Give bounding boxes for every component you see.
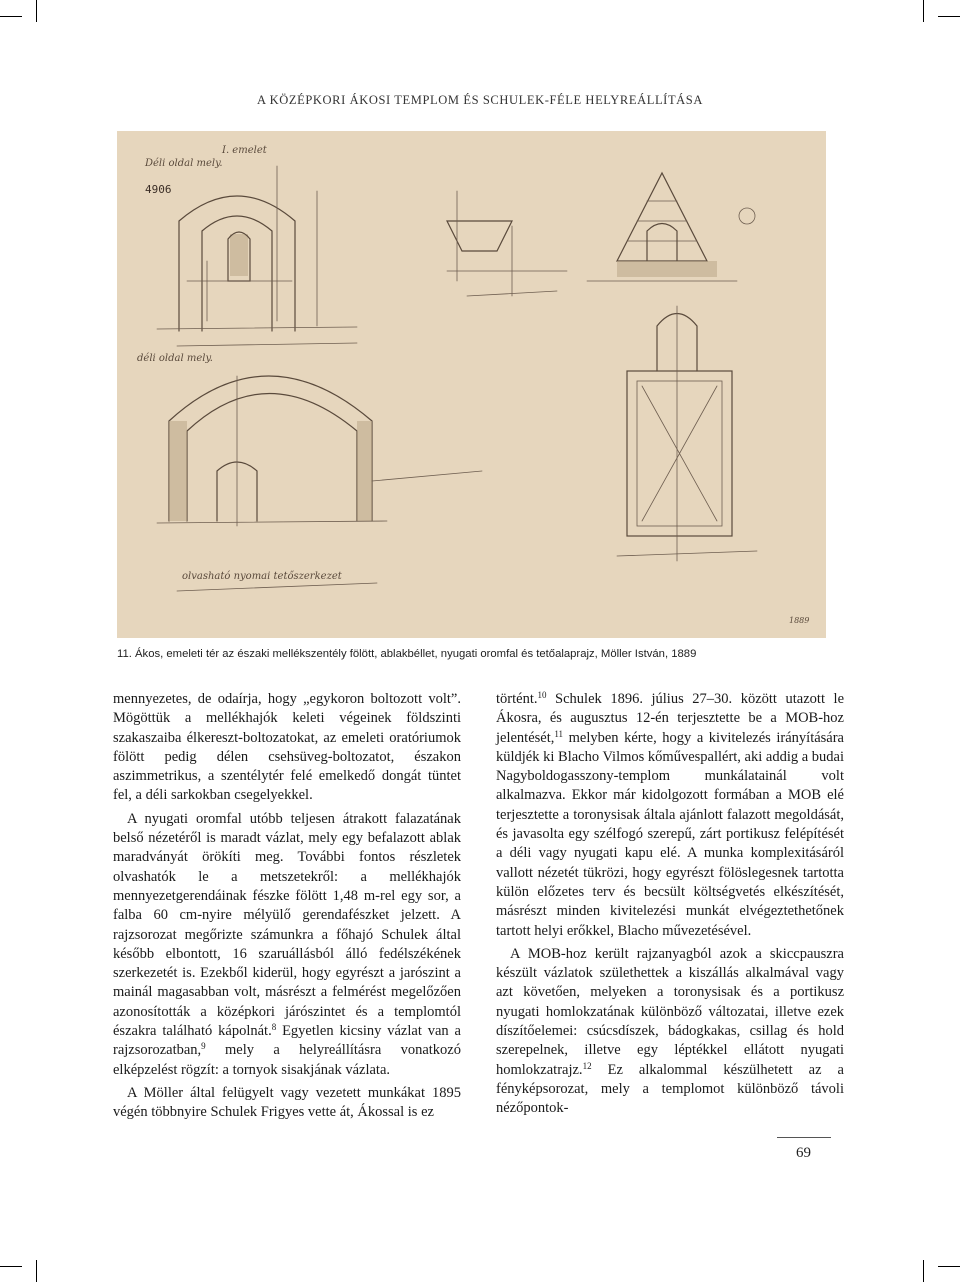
sketch-note-south-lower: déli oldal mely. — [137, 353, 213, 364]
sketch-roof-plan — [617, 306, 757, 561]
footnote-ref: 12 — [582, 1060, 592, 1071]
footnote-ref: 8 — [271, 1022, 277, 1033]
sketch-note-bottom: olvasható nyomai tetőszerkezet — [182, 571, 342, 582]
sketch-drawing — [117, 131, 826, 638]
sketch-note-floor: I. emelet — [222, 145, 267, 156]
crop-mark — [938, 16, 960, 17]
page-number: 69 — [796, 1145, 811, 1161]
crop-mark — [923, 0, 924, 22]
left-paragraph-2: A nyugati oromfal utóbb teljesen átrakott falazatának belső nézetéről is maradt vázlat, mely egy befalazott ablak maradványát örökíti meg. További fontos részletek olvashatók le a metszetekről: a mellékhajók mennyezetgerendáinak fészke fölött 1,48 m-rel egy sor, a falba 60 cm-nyire mélyülő gerendafészket jelzett. A rajzsorozat megőrizte számunkra a főhajó Schulek által később elbontott, 16 szaruállásból álló fedélszékének szerkezetét is. Ezekből kiderül, hogy egyrészt a jarószint a mainál magasabban volt, másrészt a felmérést megelőzően azonosították a középkori járószintet és a templomtól északra található kápolnát.$^8$ Egyetlen kicsiny vázlat van a rajzsorozatban,$^9$ mely a helyreállításra vonatkozó elképzelést rögzít: a tornyok sisakjának vázlata. — [113, 810, 461, 1078]
architectural-sketch — [117, 131, 826, 638]
crop-mark — [923, 1260, 924, 1282]
crop-mark — [0, 16, 22, 17]
crop-mark — [36, 0, 37, 22]
running-head: A KÖZÉPKORI ÁKOSI TEMPLOM ÉS SCHULEK-FÉLE HELYREÁLLÍTÁSA — [256, 93, 703, 107]
crop-mark — [36, 1260, 37, 1282]
footnote-ref: 9 — [201, 1041, 206, 1052]
crop-mark — [0, 1266, 22, 1267]
footnote-ref: 10 — [537, 690, 547, 700]
sketch-inventory-number: 4906 — [145, 183, 172, 196]
crop-mark — [938, 1266, 960, 1267]
left-paragraph-1: mennyezetes, de odaírja, hogy „egykoron boltozott volt”. Mögöttük a mellékhajók keleti végeinek földszinti szakaszaiba élkereszt-boltozatokat, az emeleti oratóriumok fölött pedig délen csehsüveg-boltozatot, északon aszimmetrikus, a szentélytér felé emelkedő dongát tüntet fel, a déli sarkokban csegelyekkel. — [113, 691, 461, 804]
sketch-note-south: Déli oldal mely. — [145, 158, 223, 169]
right-paragraph-2: A MOB-hoz került rajzanyagból azok a skiccpauszra készült vázlatok születhettek a kiszállás alkalmával vagy azt követően, melyeken a toronysisak és a portikusz nyugati homlokzatának különböző változatai, illetve ezek díszítőelemei: csúcsdíszek, bádogkakas, csillag és hold szerepelnek, illetve egy léptékkel ellátott nyugati homlokzatrajz.$^{12}$ Ez alkalommal készülhetett az a fényképsorozat, mely a templomot különböző távoli nézőpontok- — [496, 945, 844, 1117]
sketch-gable — [587, 173, 755, 281]
sketch-roof-sections — [447, 191, 567, 296]
left-column — [113, 690, 461, 1127]
figure-caption: 11. Ákos, emeleti tér az északi mellékszentély fölött, ablakbéllet, nyugati oromfal és tetőalaprajz, Möller István, 1889 — [117, 648, 697, 660]
sketch-elevation-upper — [157, 166, 357, 346]
sketch-section-lower — [157, 376, 482, 591]
page-number-rule — [777, 1137, 831, 1138]
sketch-date: 1889 — [789, 616, 810, 625]
right-paragraph-1: történt.$^{10}$ Schulek 1896. július 27–30. között utazott le Ákosra, és augusztus 12-én terjesztette be a MOB-hoz jelentését,$^{11}$ melyben kérte, hogy a kivitelezés irányítására küldjék ki Blacho Vilmos kőművespallért, aki addig a budai Nagyboldogasszony-templom munkálatainál volt alkalmazva. Ekkor már kidolgozott formában a MOB elé terjesztette a toronysisak általa ajánlott falazott megoldását, és javasolta egy szélfogó szerepű, zárt portikusz felépítését a déli vagy nyugati kapu elé. A munka komplexitásáról vallott nézetét tükrözi, hogy egyrészt fölöslegesnek tartotta külön előzetes terv és becsült költségvetés elkészítését, másrészt minden kivitelezési munkát elvégeztethetőnek tartott helyi erőkkel, Blacho művezetésével. — [496, 690, 845, 939]
right-column — [496, 690, 844, 1123]
footnote-ref: 11 — [554, 728, 564, 739]
left-paragraph-3: A Möller által felügyelt vagy vezetett munkákat 1895 végén többnyire Schulek Frigyes vette át, Ákossal is ez — [113, 1084, 461, 1121]
